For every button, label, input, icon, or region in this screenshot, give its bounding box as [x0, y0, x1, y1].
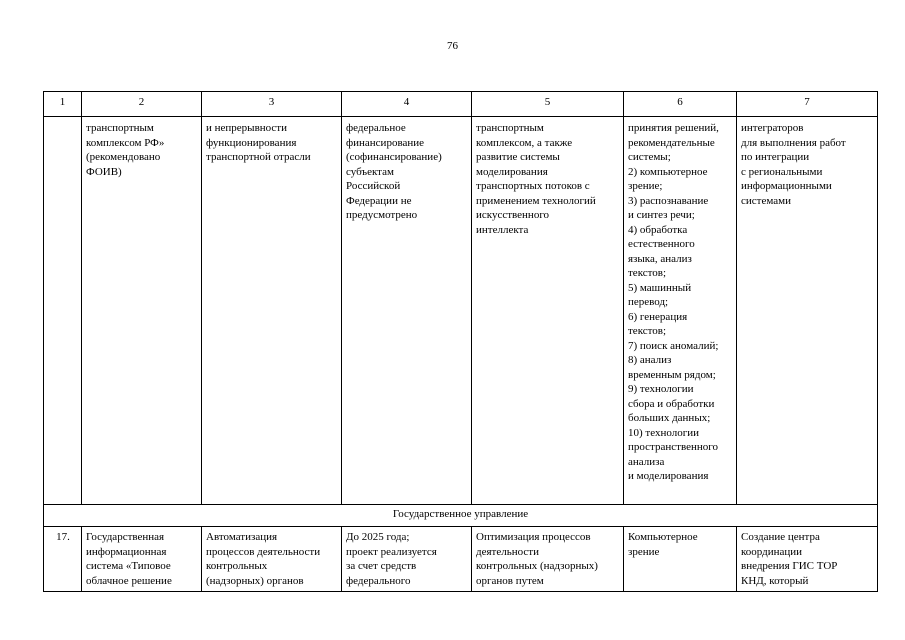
- table-cell: До 2025 года; проект реализуется за счет средств федерального: [342, 527, 472, 592]
- header-cell: 3: [202, 92, 342, 117]
- table-cell: интеграторов для выполнения работ по интеграции с региональными информационными системами: [737, 117, 878, 505]
- header-cell: 5: [472, 92, 624, 117]
- table-cell: федеральное финансирование (софинансирование) субъектам Российской Федерации не предусмотрено: [342, 117, 472, 505]
- table-cell: транспортным комплексом, а также развитие системы моделирования транспортных потоков с применением технологий искусственного интеллекта: [472, 117, 624, 505]
- table-cell: Автоматизация процессов деятельности контрольных (надзорных) органов: [202, 527, 342, 592]
- table-cell: [44, 117, 82, 505]
- header-cell: 6: [624, 92, 737, 117]
- table-header-row: [44, 92, 878, 117]
- table-cell: Создание центра координации внедрения ГИС ТОР КНД, который: [737, 527, 878, 592]
- document-table: [43, 91, 878, 592]
- header-cell: 7: [737, 92, 878, 117]
- section-title: Государственное управление: [44, 505, 878, 527]
- page-number: 76: [447, 40, 458, 52]
- table-cell: транспортным комплексом РФ» (рекомендовано ФОИВ): [82, 117, 202, 505]
- table-cell: Оптимизация процессов деятельности контрольных (надзорных) органов путем: [472, 527, 624, 592]
- header-cell: 1: [44, 92, 82, 117]
- table-cell: Государственная информационная система «Типовое облачное решение: [82, 527, 202, 592]
- table-cell: и непрерывности функционирования транспортной отрасли: [202, 117, 342, 505]
- section-row: [44, 505, 878, 527]
- header-cell: 4: [342, 92, 472, 117]
- table-row: [44, 117, 878, 505]
- table-row: [44, 527, 878, 592]
- table-cell: принятия решений, рекомендательные системы; 2) компьютерное зрение; 3) распознавание и синтез речи; 4) обработка естественного языка, анализ текстов; 5) машинный перевод; 6) генерация текстов; 7) поиск аномалий; 8) анализ временным рядом; 9) технологии сбора и обработки больших данных; 10) технологии пространственного анализа и моделирования: [624, 117, 737, 505]
- table-cell: Компьютерное зрение: [624, 527, 737, 592]
- header-cell: 2: [82, 92, 202, 117]
- row-number: 17.: [44, 527, 82, 592]
